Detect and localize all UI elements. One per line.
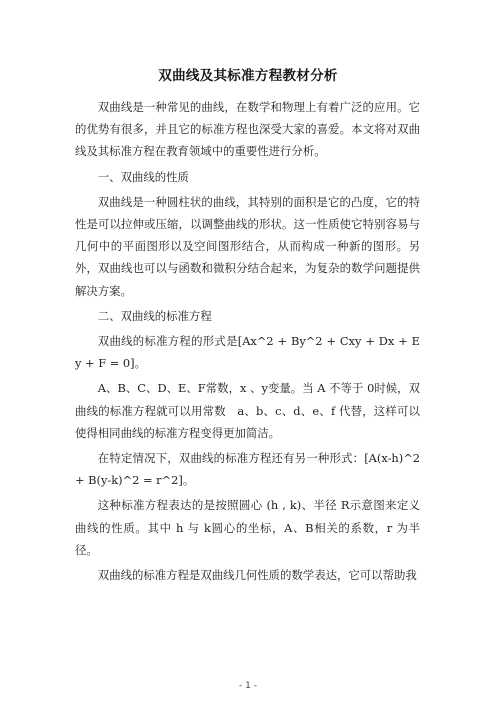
section-heading-properties: 一、双曲线的性质 bbox=[97, 169, 189, 184]
page-number: - 1 - bbox=[239, 681, 257, 691]
paragraph-circle-definition: 这种标准方程表达的是按照圆心 (h , k)、半径 R示意图来定义曲线的性质。其中 h 与 k圆心的坐标，A、B相关的系数，r 为半径。 bbox=[75, 498, 420, 557]
document-title: 双曲线及其标准方程教材分析 bbox=[158, 68, 338, 84]
paragraph-intro: 双曲线是一种常见的曲线，在数学和物理上有着广泛的应用。它的优势有很多，并且它的标准方程也深受大家的喜爱。本文将对双曲线及其标准方程在教育领域中的重要性进行分析。 bbox=[75, 100, 420, 159]
document-body bbox=[75, 96, 420, 589]
paragraph-equation-form: 双曲线的标准方程的形式是[Ax^2 + By^2 + Cxy + Dx + Ey + F = 0]。 bbox=[75, 334, 420, 371]
section-heading-standard-equation: 二、双曲线的标准方程 bbox=[97, 308, 212, 323]
paragraph-properties: 双曲线是一种圆柱状的曲线，其特别的面积是它的凸度，它的特性是可以拉伸或压缩，以调整曲线的形状。这一性质使它特别容易与几何中的平面图形以及空间图形结合，从而构成一种新的图形。另外，双曲线也可以与函数和微积分结合起来，为复杂的数学问题提供解决方案。 bbox=[75, 194, 420, 298]
paragraph-constants: A、B、C、D、E、F常数，x 、y变量。当 A 不等于 0时候，双曲线的标准方程就可以用常数 a、b、c、d、e、f 代替，这样可以使得相同曲线的标准方程变得更加简洁。 bbox=[75, 381, 420, 440]
paragraph-geometric-expression: 双曲线的标准方程是双曲线几何性质的数学表达，它可以帮助我 bbox=[97, 568, 417, 583]
paragraph-special-form: 在特定情况下，双曲线的标准方程还有另一种形式：[A(x-h)^2 + B(y-k)^2 = r^2]。 bbox=[75, 451, 420, 488]
